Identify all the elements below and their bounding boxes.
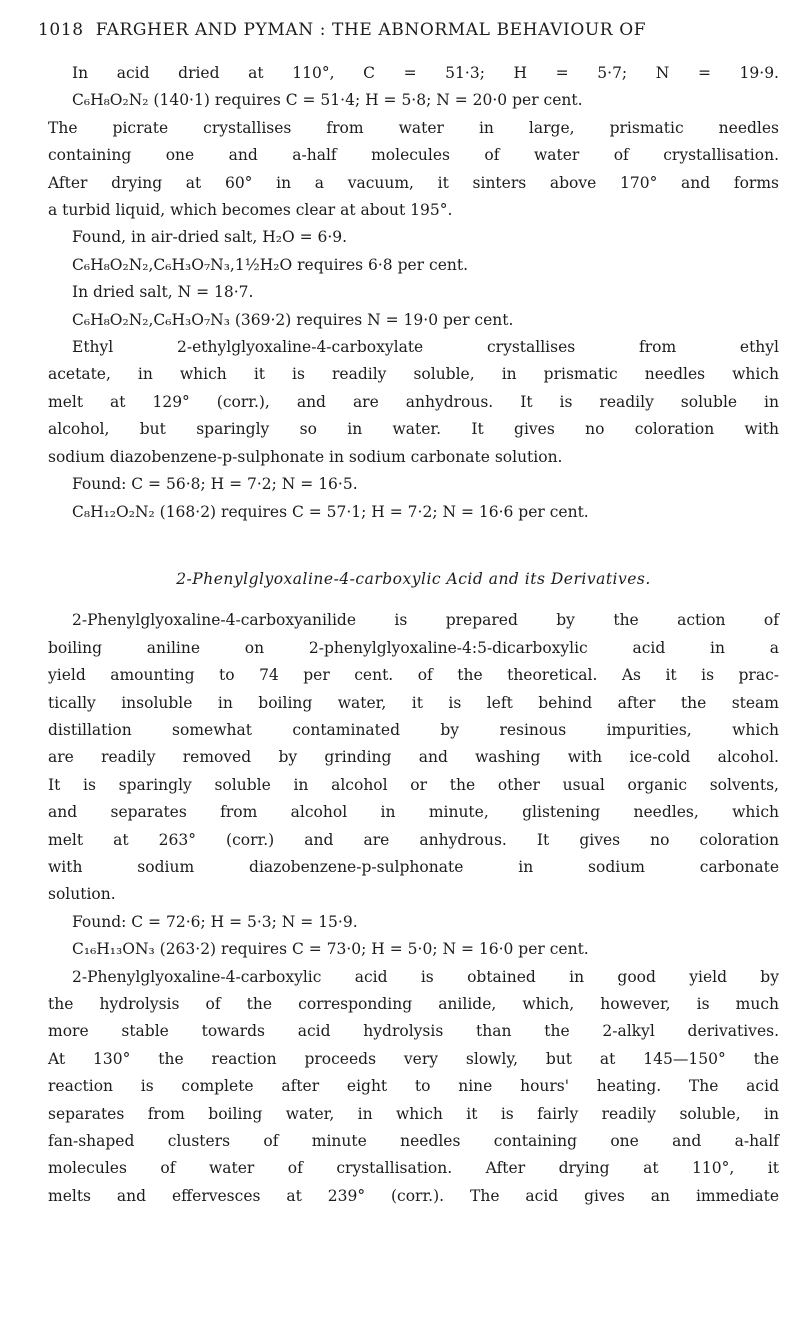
text-line: solution. xyxy=(48,885,116,904)
text-line: C₁₆H₁₃ON₃ (263·2) requires C = 73·0; H = 5·0; N = 16·0 per cent. xyxy=(72,940,589,959)
text-line: In dried salt, N = 18·7. xyxy=(72,283,254,302)
running-header xyxy=(38,20,781,40)
text-line: containing one and a-half molecules of water of crystallisation. xyxy=(48,146,779,165)
text-line: fan-shaped clusters of minute needles containing one and a-half xyxy=(48,1132,779,1151)
text-line: C₆H₈O₂N₂,C₆H₃O₇N₃ (369·2) requires N = 19·0 per cent. xyxy=(72,310,514,329)
text-line: and separates from alcohol in minute, glistening needles, which xyxy=(48,803,779,822)
text-line: Found: C = 72·6; H = 5·3; N = 15·9. xyxy=(72,912,358,931)
text-line: Found: C = 56·8; H = 7·2; N = 16·5. xyxy=(72,475,358,494)
text-line: alcohol, but sparingly so in water. It gives no coloration with xyxy=(48,420,779,439)
text-line: the hydrolysis of the corresponding anilide, which, however, is much xyxy=(48,995,779,1013)
text-line: The picrate crystallises from water in large, prismatic needles xyxy=(48,118,779,137)
section-heading: 2-Phenylglyoxaline-4-carboxylic Acid and its Derivatives. xyxy=(176,569,651,588)
text-line: In acid dried at 110°, C = 51·3; H = 5·7; N = 19·9. xyxy=(72,64,779,82)
text-line: separates from boiling water, in which it is fairly readily soluble, in xyxy=(48,1104,779,1123)
text-line: melt at 263° (corr.) and are anhydrous. It gives no coloration xyxy=(48,830,779,849)
text-line: 2-Phenylglyoxaline-4-carboxyanilide is prepared by the action of xyxy=(72,611,779,630)
text-line: boiling aniline on 2-phenylglyoxaline-4:5-dicarboxylic acid in a xyxy=(48,638,779,657)
text-line: with sodium diazobenzene-p-sulphonate in sodium carbonate xyxy=(48,857,779,876)
text-line: After drying at 60° in a vacuum, it sinters above 170° and forms xyxy=(48,173,779,192)
text-line: Found, in air-dried salt, H₂O = 6·9. xyxy=(72,228,348,247)
text-line: acetate, in which it is readily soluble, in prismatic needles which xyxy=(48,365,779,384)
text-line: tically insoluble in boiling water, it is left behind after the steam xyxy=(48,693,779,712)
text-line: C₆H₈O₂N₂,C₆H₃O₇N₃,1½H₂O requires 6·8 per cent. xyxy=(72,255,469,274)
text-line: a turbid liquid, which becomes clear at about 195°. xyxy=(48,201,453,220)
text-line: melt at 129° (corr.), and are anhydrous. It is readily soluble in xyxy=(48,392,779,411)
text-line: reaction is complete after eight to nine hours' heating. The acid xyxy=(48,1077,779,1096)
text-line: 2-Phenylglyoxaline-4-carboxylic acid is obtained in good yield by xyxy=(72,967,779,986)
text-line: melts and effervesces at 239° (corr.). The acid gives an immediate xyxy=(48,1186,779,1205)
page-number: 1018 xyxy=(38,20,84,40)
text-line: C₈H₁₂O₂N₂ (168·2) requires C = 57·1; H = 7·2; N = 16·6 per cent. xyxy=(72,502,589,521)
text-line: yield amounting to 74 per cent. of the theoretical. As it is prac- xyxy=(48,666,779,685)
text-line: distillation somewhat contaminated by resinous impurities, which xyxy=(48,720,779,739)
text-line: C₆H₈O₂N₂ (140·1) requires C = 51·4; H = 5·8; N = 20·0 per cent. xyxy=(72,91,583,110)
running-title: FARGHER AND PYMAN : THE ABNORMAL BEHAVIOUR OF xyxy=(95,20,647,40)
article-body xyxy=(48,60,779,1210)
text-line: are readily removed by grinding and washing with ice-cold alcohol. xyxy=(48,748,779,767)
text-line: sodium diazobenzene-p-sulphonate in sodium carbonate solution. xyxy=(48,447,563,466)
text-line: Ethyl 2-ethylglyoxaline-4-carboxylate crystallises from ethyl xyxy=(72,338,779,357)
text-line: more stable towards acid hydrolysis than the 2-alkyl derivatives. xyxy=(48,1022,779,1041)
text-line: At 130° the reaction proceeds very slowly, but at 145—150° the xyxy=(48,1049,779,1068)
text-line: molecules of water of crystallisation. After drying at 110°, it xyxy=(48,1159,779,1178)
text-line: It is sparingly soluble in alcohol or the other usual organic solvents, xyxy=(48,775,779,794)
